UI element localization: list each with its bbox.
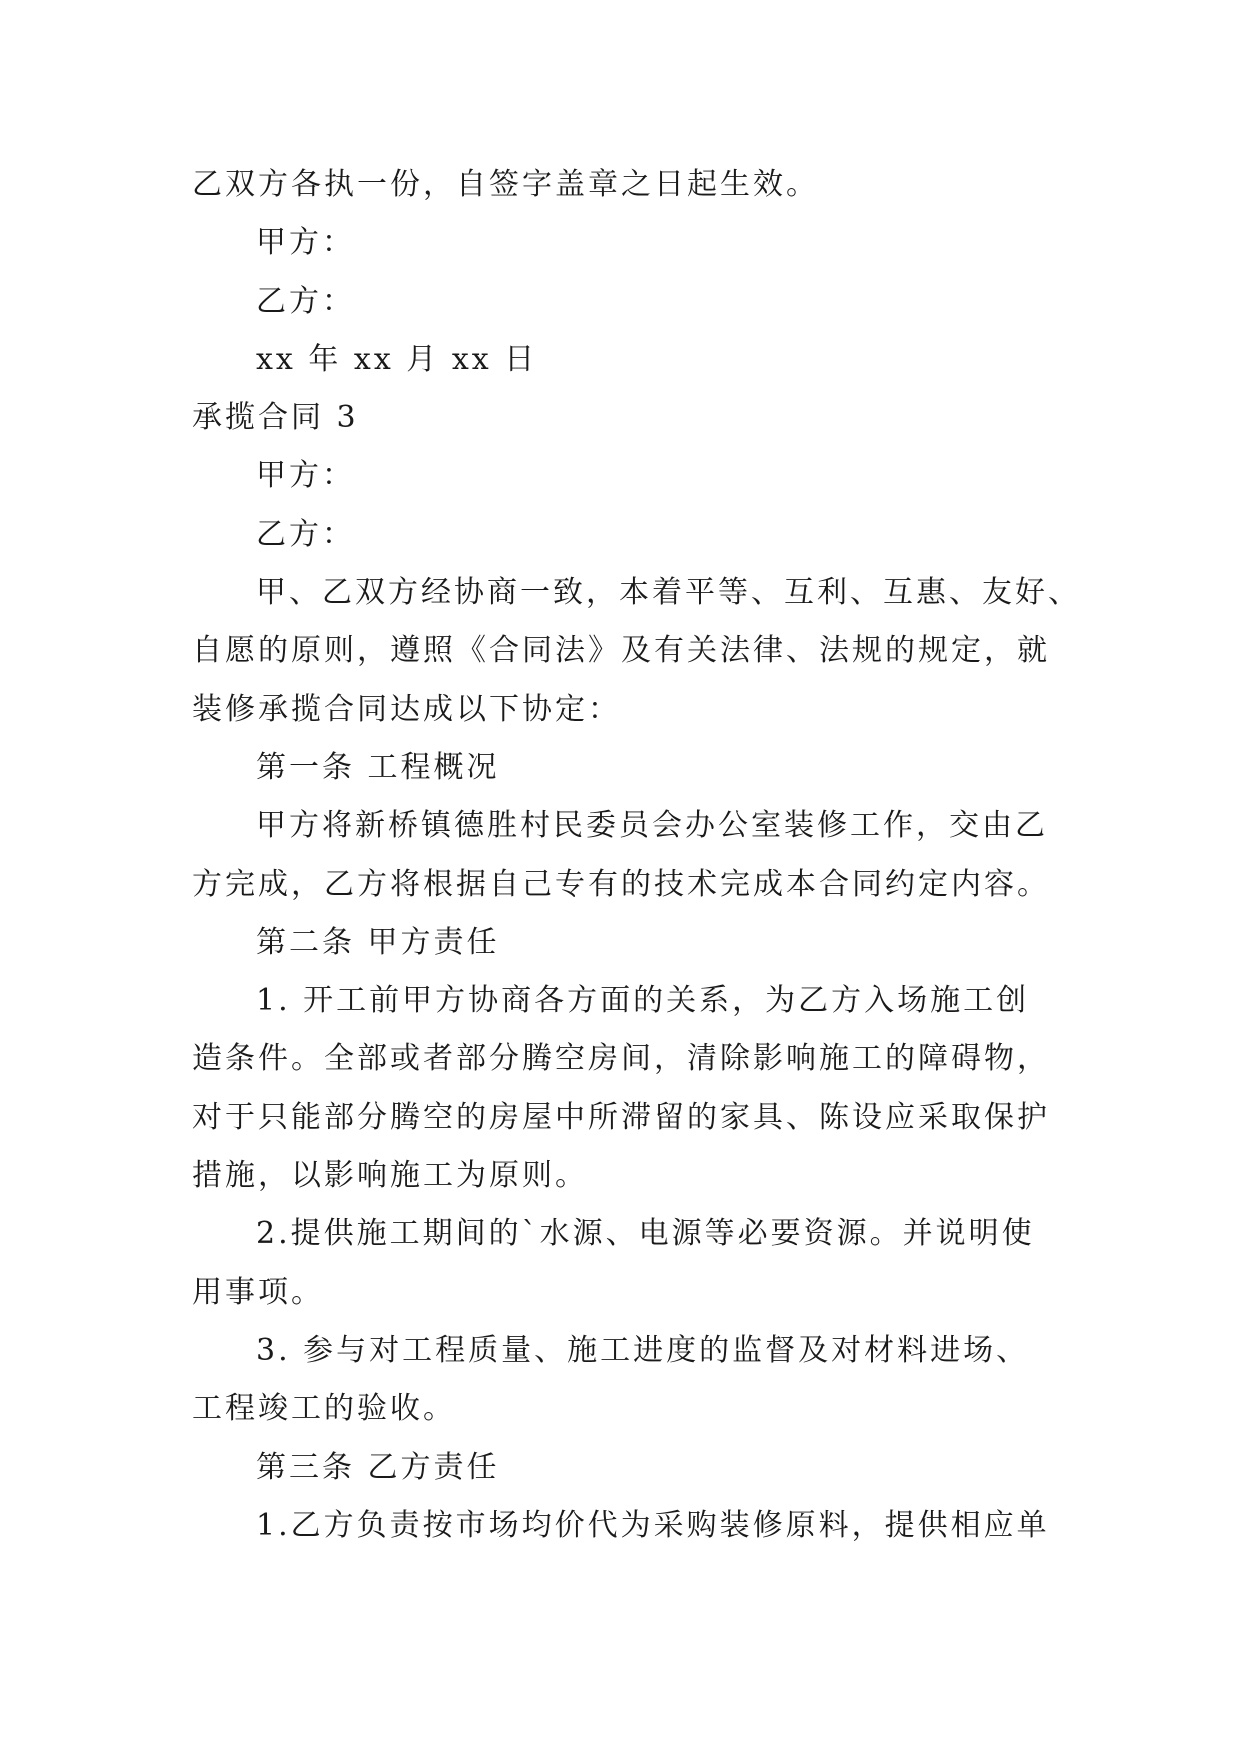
text-line-15: 1. 开工前甲方协商各方面的关系，为乙方入场施工创 [256, 983, 1030, 1019]
text-line-24: 1.乙方负责按市场均价代为采购装修原料，提供相应单 [256, 1507, 1050, 1543]
text-line-17: 对于只能部分腾空的房屋中所滞留的家具、陈设应采取保护 [192, 1099, 1050, 1135]
text-line-21: 3. 参与对工程质量、施工进度的监督及对材料进场、 [256, 1332, 1030, 1368]
text-line-19: 2.提供施工期间的`水源、电源等必要资源。并说明使 [256, 1216, 1035, 1252]
text-line-20: 用事项。 [192, 1274, 324, 1310]
party-b-label: 乙方： [256, 283, 355, 319]
party-a-label: 甲方： [256, 225, 355, 261]
party-a-label-2: 甲方： [256, 458, 355, 494]
article-1-heading: 第一条 工程概况 [256, 749, 500, 785]
text-line-1: 乙双方各执一份，自签字盖章之日起生效。 [192, 167, 819, 202]
party-b-label-2: 乙方： [256, 516, 355, 552]
text-line-22: 工程竣工的验收。 [192, 1391, 456, 1427]
text-line-13: 方完成，乙方将根据自己专有的技术完成本合同约定内容。 [192, 866, 1050, 902]
text-line-18: 措施，以影响施工为原则。 [192, 1158, 588, 1194]
text-line-9: 自愿的原则，遵照《合同法》及有关法律、法规的规定，就 [192, 633, 1050, 669]
text-line-10: 装修承揽合同达成以下协定： [192, 691, 621, 727]
article-3-heading: 第三条 乙方责任 [256, 1449, 500, 1485]
text-line-16: 造条件。全部或者部分腾空房间，清除影响施工的障碍物， [192, 1041, 1050, 1077]
text-line-8: 甲、乙双方经协商一致，本着平等、互利、互惠、友好、 [256, 575, 1081, 611]
contract-text [192, 156, 1081, 1555]
date-line: xx 年 xx 月 xx 日 [256, 341, 538, 377]
text-line-12: 甲方将新桥镇德胜村民委员会办公室装修工作，交由乙 [256, 808, 1048, 844]
contract-heading: 承揽合同 3 [192, 400, 359, 436]
article-2-heading: 第二条 甲方责任 [256, 924, 500, 960]
